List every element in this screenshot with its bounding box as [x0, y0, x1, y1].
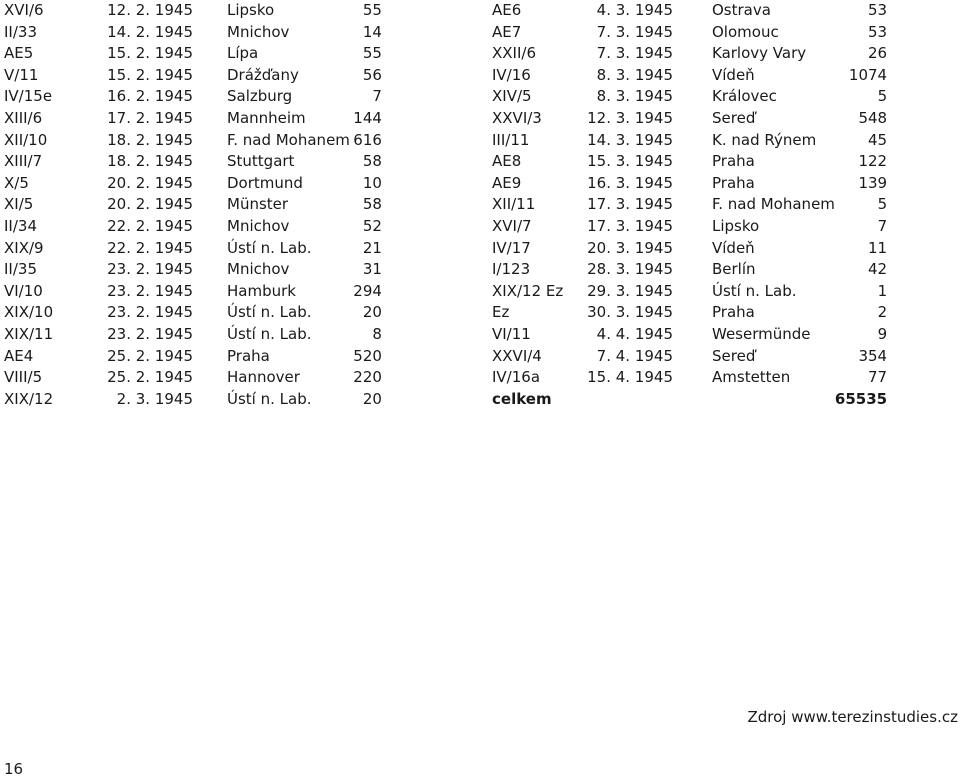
prisoner-count: 1074 [848, 65, 888, 84]
prisoner-count: 58 [362, 152, 382, 171]
transport-date: 23. 2. 1945 [107, 324, 193, 343]
prisoner-count: 7 [877, 216, 888, 235]
prisoner-count: 45 [868, 130, 888, 149]
transport-number: XVI/7 [492, 216, 532, 235]
transport-origin: K. nad Rýnem [712, 130, 817, 149]
transport-number: AE7 [492, 22, 522, 41]
transport-origin: Wesermünde [712, 324, 811, 343]
transport-number: V/11 [4, 65, 39, 84]
transport-table-left [4, 0, 382, 410]
transport-date: 7. 3. 1945 [596, 44, 673, 63]
prisoner-count: 31 [362, 260, 382, 279]
prisoner-count: 77 [868, 368, 888, 387]
transport-origin: Karlovy Vary [712, 44, 807, 63]
transport-origin: Lipsko [712, 216, 760, 235]
transport-date: 23. 2. 1945 [107, 260, 193, 279]
table-row [4, 324, 382, 346]
transport-number: VIII/5 [4, 368, 43, 387]
prisoner-count: 294 [353, 281, 382, 300]
transport-date: 18. 2. 1945 [107, 130, 193, 149]
transport-origin: Ústí n. Lab. [227, 324, 312, 343]
transport-date: 18. 2. 1945 [107, 152, 193, 171]
table-row [492, 22, 887, 44]
transport-origin: Hamburk [227, 281, 296, 300]
transport-number: IV/15e [4, 87, 53, 106]
prisoner-count: 20 [362, 389, 382, 408]
prisoner-count: 14 [362, 22, 382, 41]
transport-date: 12. 3. 1945 [587, 108, 673, 127]
table-row [4, 173, 382, 195]
table-row [4, 43, 382, 65]
prisoner-count: 56 [362, 65, 382, 84]
total-label: celkem [492, 389, 552, 408]
transport-number: XXII/6 [492, 44, 536, 63]
transport-date: 22. 2. 1945 [107, 216, 193, 235]
prisoner-count: 9 [877, 324, 888, 343]
transport-date: 25. 2. 1945 [107, 346, 193, 365]
transport-date: 15. 2. 1945 [107, 65, 193, 84]
transport-origin: Olomouc [712, 22, 779, 41]
table-row [4, 194, 382, 216]
transport-number: II/35 [4, 260, 37, 279]
transport-number: XIX/11 [4, 324, 54, 343]
transport-number: AE5 [4, 44, 34, 63]
transport-number: XVI/6 [4, 1, 44, 19]
prisoner-count: 548 [858, 108, 888, 127]
table-row [4, 259, 382, 281]
transport-number: XI/5 [4, 195, 34, 214]
transport-origin: Královec [712, 87, 777, 106]
table-row [4, 346, 382, 368]
transport-date: 16. 2. 1945 [107, 87, 193, 106]
transport-origin: Münster [227, 195, 289, 214]
table-row [492, 65, 887, 87]
transport-origin: Lipsko [227, 1, 275, 19]
prisoner-count: 5 [877, 87, 888, 106]
transport-origin: Ostrava [712, 1, 771, 19]
transport-origin: Mnichov [227, 260, 290, 279]
transport-origin: Praha [712, 173, 755, 192]
transport-number: XIX/12 Ez [492, 281, 564, 300]
table-row [4, 0, 382, 22]
transport-date: 23. 2. 1945 [107, 281, 193, 300]
transport-date: 29. 3. 1945 [587, 281, 673, 300]
transport-number: XXVI/3 [492, 108, 542, 127]
transport-origin: Lípa [227, 44, 259, 63]
transport-origin: Hannover [227, 368, 300, 387]
transport-date: 20. 2. 1945 [107, 173, 193, 192]
transport-origin: Praha [712, 152, 755, 171]
transport-number: AE6 [492, 1, 522, 19]
total-count: 65535 [834, 389, 888, 408]
table-row [492, 194, 887, 216]
transport-date: 17. 3. 1945 [587, 195, 673, 214]
transport-number: VI/11 [492, 324, 531, 343]
table-row [492, 302, 887, 324]
table-row [492, 130, 887, 152]
transport-origin: Sereď [712, 108, 756, 127]
transport-table-right [492, 0, 887, 410]
table-row [492, 108, 887, 130]
transport-origin: Mnichov [227, 216, 290, 235]
transport-date: 8. 3. 1945 [596, 87, 673, 106]
transport-date: 28. 3. 1945 [587, 260, 673, 279]
prisoner-count: 144 [353, 108, 382, 127]
transport-number: XIX/12 [4, 389, 54, 408]
table-row [492, 86, 887, 108]
table-row [4, 302, 382, 324]
transport-number: XIII/7 [4, 152, 43, 171]
transport-number: II/33 [4, 22, 37, 41]
transport-origin: Mannheim [227, 108, 306, 127]
transport-origin: Ústí n. Lab. [712, 281, 797, 300]
prisoner-count: 1 [877, 281, 888, 300]
table-row [4, 238, 382, 260]
transport-date: 25. 2. 1945 [107, 368, 193, 387]
table-row [4, 151, 382, 173]
prisoner-count: 7 [372, 87, 382, 106]
transport-date: 20. 3. 1945 [587, 238, 673, 257]
prisoner-count: 520 [353, 346, 382, 365]
prisoner-count: 55 [362, 1, 382, 19]
transport-number: IV/16 [492, 65, 531, 84]
prisoner-count: 53 [868, 22, 888, 41]
transport-date: 7. 3. 1945 [596, 22, 673, 41]
prisoner-count: 58 [362, 195, 382, 214]
total-date-empty [568, 389, 673, 411]
table-row [4, 130, 382, 152]
transport-date: 17. 2. 1945 [107, 108, 193, 127]
prisoner-count: 354 [858, 346, 888, 365]
transport-number: XXVI/4 [492, 346, 542, 365]
table-row [4, 216, 382, 238]
transport-number: XIX/10 [4, 303, 54, 322]
prisoner-count: 42 [868, 260, 888, 279]
prisoner-count: 11 [868, 238, 888, 257]
transport-origin: F. nad Mohanem [712, 195, 835, 214]
table-row [4, 22, 382, 44]
transport-date: 12. 2. 1945 [107, 1, 193, 19]
transport-number: XII/10 [4, 130, 48, 149]
transport-origin: Vídeň [712, 65, 755, 84]
transport-origin: Amstetten [712, 368, 791, 387]
transport-origin: Stuttgart [227, 152, 295, 171]
transport-date: 4. 4. 1945 [596, 324, 673, 343]
transport-date: 8. 3. 1945 [596, 65, 673, 84]
transport-date: 16. 3. 1945 [587, 173, 673, 192]
transport-number: IV/17 [492, 238, 531, 257]
table-row [492, 346, 887, 368]
transport-date: 22. 2. 1945 [107, 238, 193, 257]
transport-date: 15. 2. 1945 [107, 44, 193, 63]
total-row [492, 389, 887, 411]
transport-origin: Salzburg [227, 87, 293, 106]
total-origin-empty [712, 389, 835, 411]
transport-number: III/11 [492, 130, 530, 149]
transport-number: X/5 [4, 173, 29, 192]
table-row [492, 238, 887, 260]
transport-date: 15. 4. 1945 [587, 368, 673, 387]
transport-origin: Berlín [712, 260, 756, 279]
transport-origin: Ústí n. Lab. [227, 303, 312, 322]
prisoner-count: 55 [362, 44, 382, 63]
transport-number: II/34 [4, 216, 37, 235]
table-row [4, 367, 382, 389]
transport-number: I/123 [492, 260, 531, 279]
prisoner-count: 21 [362, 238, 382, 257]
transport-date: 23. 2. 1945 [107, 303, 193, 322]
table-row [492, 173, 887, 195]
table-row [492, 216, 887, 238]
table-row [492, 151, 887, 173]
table-row [492, 367, 887, 389]
transport-number: AE8 [492, 152, 522, 171]
prisoner-count: 2 [877, 303, 888, 322]
transport-origin: Ústí n. Lab. [227, 389, 312, 408]
transport-origin: Mnichov [227, 22, 290, 41]
table-row [492, 281, 887, 303]
table-row [492, 259, 887, 281]
transport-date: 20. 2. 1945 [107, 195, 193, 214]
transport-number: XII/11 [492, 195, 536, 214]
prisoner-count: 139 [858, 173, 888, 192]
table-row [492, 324, 887, 346]
transport-date: 15. 3. 1945 [587, 152, 673, 171]
prisoner-count: 52 [362, 216, 382, 235]
table-row [4, 65, 382, 87]
transport-table-right-body [492, 0, 887, 389]
prisoner-count: 122 [858, 152, 888, 171]
table-row [4, 389, 382, 411]
transport-origin: Praha [227, 346, 270, 365]
prisoner-count: 20 [362, 303, 382, 322]
prisoner-count: 5 [877, 195, 888, 214]
prisoner-count: 220 [353, 368, 382, 387]
transport-date: 30. 3. 1945 [587, 303, 673, 322]
transport-origin: Ústí n. Lab. [227, 238, 312, 257]
transport-origin: Sereď [712, 346, 756, 365]
transport-number: IV/16a [492, 368, 541, 387]
prisoner-count: 26 [868, 44, 888, 63]
table-row [4, 281, 382, 303]
transport-date: 7. 4. 1945 [596, 346, 673, 365]
transport-origin: F. nad Mohanem [227, 130, 350, 149]
transport-number: XIV/5 [492, 87, 532, 106]
source-credit: Zdroj www.terezinstudies.cz [747, 708, 958, 726]
transport-date: 14. 3. 1945 [587, 130, 673, 149]
transport-date: 14. 2. 1945 [107, 22, 193, 41]
page-number: 16 [4, 760, 24, 778]
transport-date: 17. 3. 1945 [587, 216, 673, 235]
table-row [4, 108, 382, 130]
transport-number: VI/10 [4, 281, 43, 300]
prisoner-count: 10 [362, 173, 382, 192]
table-row [4, 86, 382, 108]
transport-table-left-body [4, 0, 382, 410]
transport-date: 2. 3. 1945 [116, 389, 193, 408]
transport-origin: Dortmund [227, 173, 303, 192]
prisoner-count: 8 [372, 324, 382, 343]
transport-date: 4. 3. 1945 [596, 1, 673, 19]
transport-number: AE4 [4, 346, 34, 365]
prisoner-count: 53 [868, 1, 888, 19]
transport-number: AE9 [492, 173, 522, 192]
transport-origin: Drážďany [227, 65, 299, 84]
transport-origin: Vídeň [712, 238, 755, 257]
transport-number: Ez [492, 303, 510, 322]
table-row [492, 43, 887, 65]
transport-origin: Praha [712, 303, 755, 322]
prisoner-count: 616 [353, 130, 382, 149]
table-row [492, 0, 887, 22]
transport-number: XIX/9 [4, 238, 44, 257]
transport-number: XIII/6 [4, 108, 43, 127]
